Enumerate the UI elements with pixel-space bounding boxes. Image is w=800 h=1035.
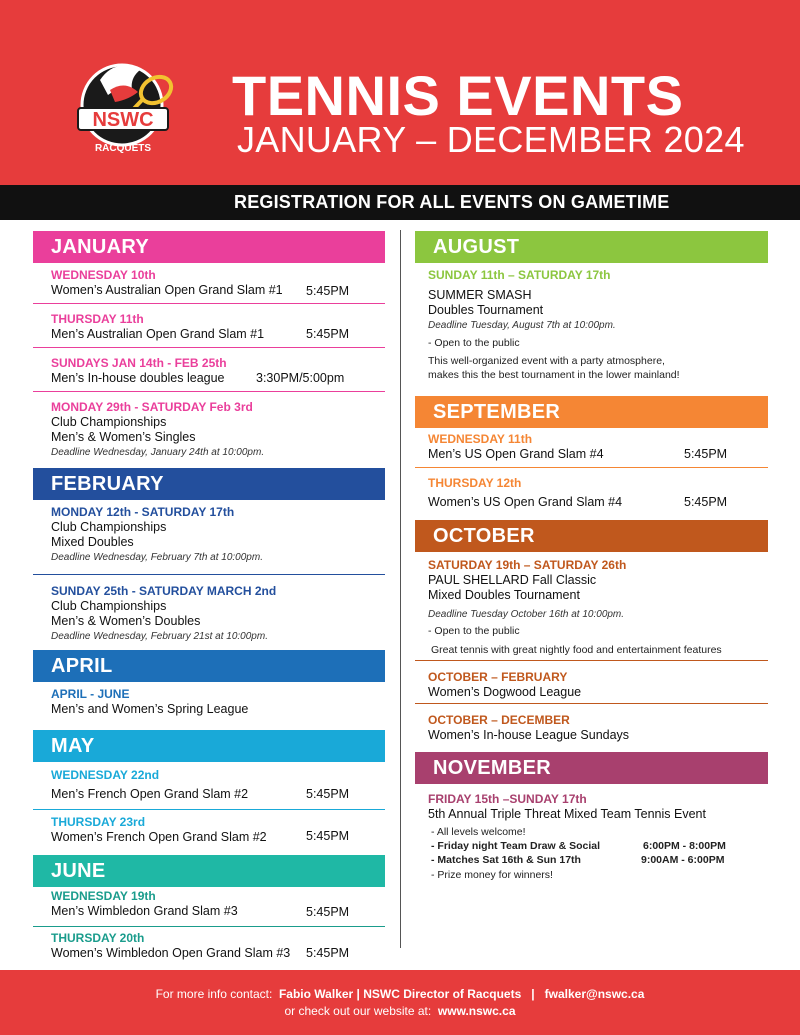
event-description-1: This well-organized event with a party atmosphere,	[428, 355, 665, 367]
footer-separator: |	[531, 987, 535, 1001]
column-divider	[400, 230, 401, 948]
footer-contact-line	[0, 987, 800, 1001]
event-note: - Open to the public	[428, 625, 520, 637]
divider-line	[33, 347, 385, 348]
event-nov-1	[428, 792, 706, 822]
event-deadline: Deadline Wednesday, February 7th at 10:00pm.	[51, 552, 263, 563]
month-header-february: FEBRUARY	[33, 468, 385, 500]
event-name: Women’s US Open Grand Slam #4	[428, 495, 623, 509]
month-header-august: AUGUST	[415, 231, 768, 263]
event-detail: - Friday night Team Draw & Social	[431, 840, 601, 852]
event-deadline: Deadline Wednesday, February 21st at 10:00pm.	[51, 631, 268, 642]
event-apr-1	[51, 687, 248, 717]
event-subname: Doubles Tournament	[428, 303, 544, 317]
event-name: Men’s Wimbledon Grand Slam #3	[51, 904, 238, 918]
event-subname: Men’s & Women’s Doubles	[51, 614, 201, 628]
event-may-1	[51, 768, 248, 802]
event-jun-1	[51, 889, 238, 919]
footer-contact-label: For more info contact:	[155, 987, 273, 1001]
event-date: THURSDAY 11th	[51, 312, 144, 326]
footer-email-link[interactable]: fwalker@nswc.ca	[544, 987, 645, 1001]
event-time: 5:45PM	[306, 787, 350, 801]
divider-line	[33, 391, 385, 392]
event-sep-1	[428, 432, 604, 462]
event-date: MONDAY 29th - SATURDAY Feb 3rd	[51, 400, 253, 414]
month-header-january: JANUARY	[33, 231, 385, 263]
page-subtitle: JANUARY – DECEMBER 2024	[237, 119, 745, 160]
month-header-june: JUNE	[33, 855, 385, 887]
event-description-2: makes this the best tournament in the lower mainland!	[428, 369, 680, 381]
footer-banner	[0, 970, 800, 1035]
event-jan-2	[51, 312, 264, 342]
divider-line	[415, 467, 768, 468]
event-date: APRIL - JUNE	[51, 687, 130, 701]
event-may-2	[51, 815, 267, 845]
event-date: THURSDAY 12th	[428, 476, 522, 490]
event-jan-4	[51, 400, 264, 460]
event-oct-2	[428, 670, 581, 700]
event-name: 5th Annual Triple Threat Mixed Team Tennis Event	[428, 807, 706, 821]
month-header-october: OCTOBER	[415, 520, 768, 552]
event-description: Great tennis with great nightly food and entertainment features	[431, 644, 722, 656]
event-detail-time: 6:00PM - 8:00PM	[643, 840, 726, 852]
event-name: Men’s US Open Grand Slam #4	[428, 447, 604, 461]
event-date: THURSDAY 20th	[51, 931, 145, 945]
event-time: 3:30PM/5:00pm	[256, 371, 345, 385]
footer-website-line	[0, 1004, 800, 1018]
event-note: - Open to the public	[428, 337, 520, 349]
event-name: Women’s Australian Open Grand Slam #1	[51, 283, 283, 297]
event-date: MONDAY 12th - SATURDAY 17th	[51, 505, 235, 519]
divider-line	[33, 926, 385, 927]
event-time: 5:45PM	[306, 905, 350, 919]
page-title: TENNIS EVENTS	[232, 64, 684, 127]
divider-line	[33, 809, 385, 810]
event-oct-1	[428, 558, 626, 622]
event-name: PAUL SHELLARD Fall Classic	[428, 573, 597, 587]
event-subname: Mixed Doubles	[51, 535, 134, 549]
event-date: FRIDAY 15th –SUNDAY 17th	[428, 792, 587, 806]
event-date: SUNDAYS JAN 14th - FEB 25th	[51, 356, 227, 370]
month-header-november: NOVEMBER	[415, 752, 768, 784]
event-date: SUNDAY 11th – SATURDAY 17th	[428, 268, 611, 282]
event-date: SATURDAY 19th – SATURDAY 26th	[428, 558, 627, 572]
month-header-september: SEPTEMBER	[415, 396, 768, 428]
event-subname: Men’s & Women’s Singles	[51, 430, 196, 444]
event-aug-1	[428, 268, 616, 333]
event-name: Women’s Dogwood League	[428, 685, 582, 699]
event-jun-2	[51, 931, 290, 961]
event-deadline: Deadline Wednesday, January 24th at 10:00pm.	[51, 447, 265, 458]
event-name: Club Championships	[51, 599, 167, 613]
event-name: Men’s In-house doubles league	[51, 371, 225, 385]
event-feb-1	[51, 505, 263, 565]
event-date: OCTOBER – FEBRUARY	[428, 670, 568, 684]
divider-line	[33, 303, 385, 304]
event-detail: - Prize money for winners!	[431, 869, 553, 881]
event-date: WEDNESDAY 19th	[51, 889, 156, 903]
svg-text:RACQUETS: RACQUETS	[94, 143, 152, 154]
event-name: Men’s Australian Open Grand Slam #1	[51, 327, 265, 341]
footer-website-link[interactable]: www.nswc.ca	[437, 1004, 516, 1018]
event-oct-3	[428, 713, 629, 743]
event-name: Club Championships	[51, 415, 167, 429]
event-deadline: Deadline Tuesday, August 7th at 10:00pm.	[428, 320, 616, 331]
event-name: Men’s French Open Grand Slam #2	[51, 787, 249, 801]
event-time: 5:45PM	[684, 447, 728, 461]
event-jan-3	[51, 356, 227, 386]
nswc-logo	[70, 50, 180, 160]
event-time: 5:45PM	[306, 284, 350, 298]
event-time: 5:45PM	[306, 327, 350, 341]
divider-line	[415, 703, 768, 704]
event-name: SUMMER SMASH	[428, 288, 532, 302]
footer-website-label: or check out our website at:	[284, 1004, 432, 1018]
registration-text: REGISTRATION FOR ALL EVENTS ON GAMETIME	[234, 192, 670, 212]
event-time: 5:45PM	[306, 946, 350, 960]
event-detail: - Matches Sat 16th & Sun 17th	[431, 854, 581, 866]
event-name: Men’s and Women’s Spring League	[51, 702, 249, 716]
event-date: WEDNESDAY 10th	[51, 268, 156, 282]
event-date: OCTOBER – DECEMBER	[428, 713, 570, 727]
event-deadline: Deadline Tuesday October 16th at 10:00pm.	[428, 609, 625, 620]
event-sep-2	[428, 476, 622, 510]
event-name: Club Championships	[51, 520, 167, 534]
event-date: WEDNESDAY 11th	[428, 432, 533, 446]
event-subname: Mixed Doubles Tournament	[428, 588, 580, 602]
event-date: WEDNESDAY 22nd	[51, 768, 160, 782]
event-jan-1	[51, 268, 283, 298]
event-detail: - All levels welcome!	[431, 826, 526, 838]
event-time: 5:45PM	[684, 495, 728, 509]
event-name: Women’s In-house League Sundays	[428, 728, 630, 742]
month-header-april: APRIL	[33, 650, 385, 682]
month-header-may: MAY	[33, 730, 385, 762]
footer-contact-name: Fabio Walker | NSWC Director of Racquets	[278, 987, 522, 1001]
event-name: Women’s French Open Grand Slam #2	[51, 830, 267, 844]
event-date: SUNDAY 25th - SATURDAY MARCH 2nd	[51, 584, 277, 598]
event-detail-time: 9:00AM - 6:00PM	[641, 854, 725, 866]
event-name: Women’s Wimbledon Open Grand Slam #3	[51, 946, 291, 960]
divider-line	[33, 574, 385, 575]
event-feb-2	[51, 584, 276, 644]
svg-text:NSWC: NSWC	[92, 109, 154, 131]
event-time: 5:45PM	[306, 829, 350, 843]
event-date: THURSDAY 23rd	[51, 815, 146, 829]
divider-line	[415, 660, 768, 661]
